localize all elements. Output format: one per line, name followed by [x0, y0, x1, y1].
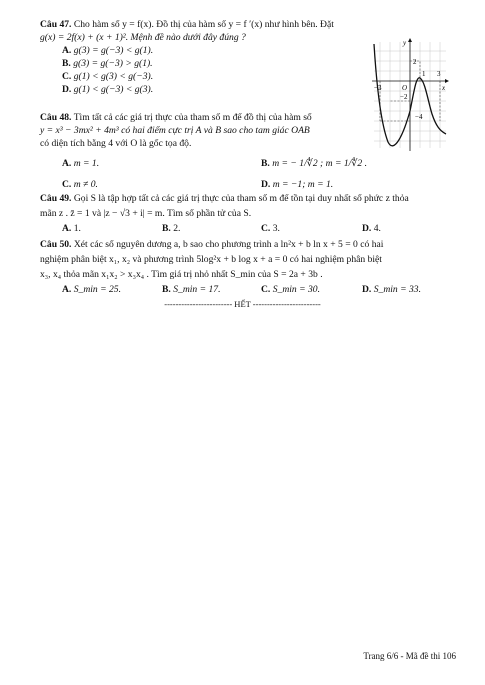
q49-option-a[interactable]: A. 1.	[62, 223, 81, 234]
q48-stem-3: có diện tích bằng 4 với O là gốc tọa độ.	[40, 138, 192, 149]
graph-tick-neg3: −3	[374, 84, 382, 92]
q50-stem-3: x₃, x₄ thỏa mãn x₁x₂ > x₃x₄ . Tìm giá trị nhỏ nhất S_min của S = 2a + 3b .	[40, 269, 323, 280]
q50-stem-1: Xét các số nguyên dương a, b sao cho phương trình a ln²x + b ln x + 5 = 0 có hai	[73, 239, 384, 250]
q48-option-c[interactable]: C. m ≠ 0.	[62, 179, 98, 190]
q47-stem-2: g(x) = 2f(x) + (x + 1)². Mệnh đề nào dưới đây đúng ?	[40, 32, 246, 43]
q49-option-d[interactable]: D. 4.	[362, 223, 381, 234]
graph-tick-neg4: −4	[415, 113, 423, 121]
q49-option-c[interactable]: C. 3.	[261, 223, 280, 234]
page-footer: Trang 6/6 - Mã đề thi 106	[363, 651, 456, 661]
q50-option-c[interactable]: C. S_min = 30.	[261, 284, 320, 295]
q47-option-b[interactable]: B. g(3) = g(−3) > g(1).	[62, 58, 153, 69]
q50-option-b[interactable]: B. S_min = 17.	[162, 284, 221, 295]
q48-number: Câu 48.	[40, 112, 72, 123]
q47-option-a[interactable]: A. g(3) = g(−3) < g(1).	[62, 45, 154, 56]
q47-option-c[interactable]: C. g(1) < g(3) < g(−3).	[62, 71, 154, 82]
q47-line1	[40, 19, 334, 31]
q47-number: Câu 47.	[40, 19, 72, 30]
end-marker: ------------------------ HẾT ------------------------	[164, 299, 321, 309]
q49-line1	[40, 193, 409, 205]
q47-option-d[interactable]: D. g(1) < g(−3) < g(3).	[62, 84, 154, 95]
q50-option-d[interactable]: D. S_min = 33.	[362, 284, 421, 295]
q48-option-d[interactable]: D. m = −1; m = 1.	[261, 179, 334, 190]
graph-tick-1: 1	[422, 70, 426, 78]
q49-number: Câu 49.	[40, 193, 72, 204]
graph-x-label: x	[442, 84, 446, 92]
q48-option-b[interactable]: B. m = − 1/∜2 ; m = 1/∜2 .	[261, 158, 368, 169]
q48-stem-1: Tìm tất cả các giá trị thực của tham số m để đồ thị của hàm số	[73, 112, 312, 123]
graph-tick-3: 3	[437, 70, 441, 78]
graph-y-label: y	[403, 39, 407, 47]
graph-tick-neg2: −2	[400, 93, 408, 101]
y-axis-arrow	[408, 38, 412, 42]
graph-origin: O	[402, 84, 408, 92]
q50-line1	[40, 239, 383, 251]
q49-stem-2: mãn z . z̄ = 1 và |z − √3 + i| = m. Tìm số phần tử của S.	[40, 208, 252, 219]
q50-option-a[interactable]: A. S_min = 25.	[62, 284, 121, 295]
q49-stem-1: Gọi S là tập hợp tất cả các giá trị thực của tham số m để tồn tại duy nhất số phức z thỏa	[73, 193, 409, 204]
q48-line1	[40, 112, 312, 124]
q49-option-b[interactable]: B. 2.	[162, 223, 181, 234]
derivative-graph	[370, 36, 450, 154]
q48-option-a[interactable]: A. m = 1.	[62, 158, 100, 169]
q47-stem-1: Cho hàm số y = f(x). Đồ thị của hàm số y = f ′(x) như hình bên. Đặt	[73, 19, 334, 30]
q50-number: Câu 50.	[40, 239, 72, 250]
x-axis-arrow	[445, 79, 449, 83]
q50-stem-2: nghiệm phân biệt x₁, x₂ và phương trình 5log²x + b log x + a = 0 có hai nghiệm phân biệt	[40, 254, 382, 265]
graph-tick-2: 2	[413, 58, 417, 66]
q48-stem-2: y = x³ − 3mx² + 4m³ có hai điểm cực trị A và B sao cho tam giác OAB	[40, 125, 310, 136]
